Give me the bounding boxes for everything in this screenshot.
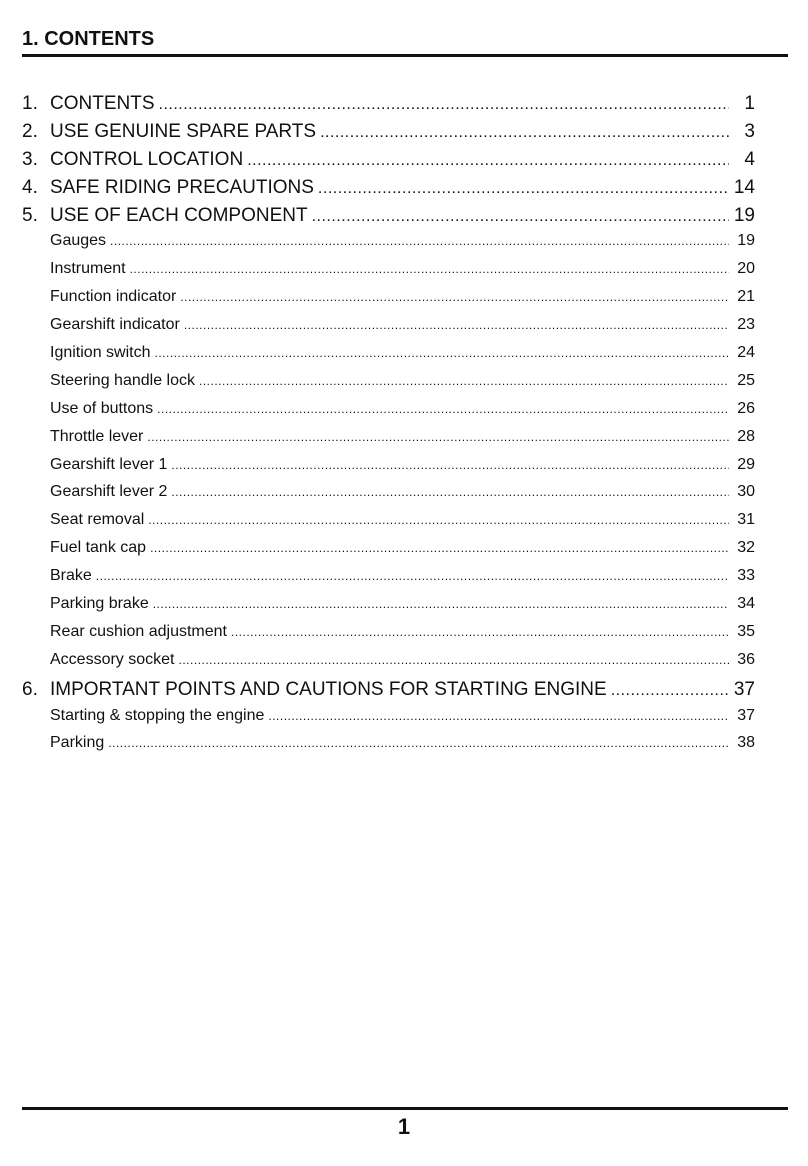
toc-dot-leader: [247, 152, 729, 170]
toc-entry-page: 19: [733, 204, 755, 226]
toc-entry-page: 20: [737, 260, 755, 278]
toc-dot-leader: [96, 569, 729, 583]
toc-subsection-entry: [22, 567, 755, 595]
toc-dot-leader: [268, 709, 729, 723]
toc-entry-page: 19: [737, 232, 755, 250]
table-of-contents: [22, 93, 755, 762]
toc-entry-label: USE GENUINE SPARE PARTS: [50, 120, 317, 142]
toc-dot-leader: [157, 402, 729, 416]
toc-dot-leader: [320, 124, 729, 142]
toc-entry-page: 36: [737, 650, 755, 668]
toc-entry-label: Parking brake: [50, 595, 149, 613]
toc-entry-page: 33: [737, 567, 755, 585]
toc-entry-number: 5.: [22, 204, 38, 226]
toc-section-entry: [22, 177, 755, 205]
toc-entry-page: 31: [737, 511, 755, 529]
toc-entry-label: Function indicator: [50, 288, 177, 306]
toc-dot-leader: [318, 180, 729, 198]
page-title: 1. CONTENTS: [22, 28, 155, 50]
toc-entry-page: 14: [733, 176, 755, 198]
page-number: 1: [397, 1114, 411, 1139]
toc-entry-label: Brake: [50, 567, 92, 585]
toc-entry-number: 6.: [22, 678, 38, 700]
toc-entry-label: Starting & stopping the engine: [50, 706, 265, 724]
toc-subsection-entry: [22, 539, 755, 567]
toc-subsection-entry: [22, 651, 755, 679]
toc-entry-label: Gearshift lever 2: [50, 483, 168, 501]
toc-subsection-entry: [22, 428, 755, 456]
toc-entry-label: Use of buttons: [50, 399, 154, 417]
toc-entry-page: 37: [737, 706, 755, 724]
toc-dot-leader: [108, 736, 729, 750]
toc-subsection-entry: [22, 344, 755, 372]
toc-entry-label: Parking: [50, 734, 105, 752]
toc-section-entry: [22, 93, 755, 121]
toc-subsection-entry: [22, 623, 755, 651]
footer-rule: [22, 1107, 788, 1110]
toc-dot-leader: [147, 430, 729, 444]
toc-entry-page: 25: [737, 371, 755, 389]
toc-entry-page: 3: [744, 120, 755, 142]
toc-entry-page: 32: [737, 539, 755, 557]
page-header: [22, 27, 788, 51]
toc-entry-number: 1.: [22, 93, 38, 114]
toc-subsection-entry: [22, 288, 755, 316]
toc-entry-label: Gearshift lever 1: [50, 455, 168, 473]
toc-dot-leader: [148, 513, 729, 527]
toc-entry-label: CONTROL LOCATION: [50, 148, 244, 170]
toc-dot-leader: [110, 234, 729, 248]
toc-subsection-entry: [22, 734, 755, 762]
toc-section-entry: [22, 679, 755, 707]
toc-entry-label: CONTENTS: [50, 93, 155, 114]
toc-subsection-entry: [22, 595, 755, 623]
toc-entry-label: Fuel tank cap: [50, 539, 147, 557]
toc-dot-leader: [611, 682, 729, 700]
toc-entry-page: 37: [733, 678, 755, 700]
toc-entry-label: Seat removal: [50, 511, 145, 529]
header-rule: [22, 54, 788, 57]
toc-subsection-entry: [22, 483, 755, 511]
toc-entry-page: 4: [744, 148, 755, 170]
toc-entry-label: SAFE RIDING PRECAUTIONS: [50, 176, 314, 198]
toc-entry-page: 26: [737, 399, 755, 417]
toc-dot-leader: [199, 374, 729, 388]
toc-entry-label: Rear cushion adjustment: [50, 622, 227, 640]
toc-subsection-entry: [22, 232, 755, 260]
toc-subsection-entry: [22, 372, 755, 400]
toc-subsection-entry: [22, 260, 755, 288]
toc-dot-leader: [153, 597, 729, 611]
toc-dot-leader: [178, 653, 729, 667]
toc-subsection-entry: [22, 316, 755, 344]
toc-dot-leader: [171, 458, 729, 472]
toc-subsection-entry: [22, 456, 755, 484]
toc-entry-label: Gearshift indicator: [50, 316, 180, 334]
toc-section-entry: [22, 205, 755, 233]
toc-subsection-entry: [22, 400, 755, 428]
toc-entry-page: 1: [744, 93, 755, 114]
toc-dot-leader: [159, 96, 730, 114]
toc-entry-label: IMPORTANT POINTS AND CAUTIONS FOR STARTING ENGINE: [50, 678, 607, 700]
toc-entry-page: 34: [737, 595, 755, 613]
toc-dot-leader: [171, 485, 729, 499]
toc-dot-leader: [184, 318, 729, 332]
toc-entry-label: Ignition switch: [50, 344, 151, 362]
toc-entry-label: Steering handle lock: [50, 371, 195, 389]
toc-subsection-entry: [22, 707, 755, 735]
toc-entry-label: USE OF EACH COMPONENT: [50, 204, 308, 226]
toc-entry-number: 2.: [22, 120, 38, 142]
toc-entry-label: Accessory socket: [50, 650, 175, 668]
toc-dot-leader: [312, 208, 729, 226]
toc-entry-number: 4.: [22, 176, 38, 198]
toc-dot-leader: [180, 290, 729, 304]
toc-entry-page: 24: [737, 344, 755, 362]
toc-dot-leader: [155, 346, 730, 360]
toc-entry-page: 29: [737, 455, 755, 473]
toc-section-entry: [22, 149, 755, 177]
toc-entry-number: 3.: [22, 148, 38, 170]
toc-section-entry: [22, 121, 755, 149]
toc-entry-page: 28: [737, 427, 755, 445]
toc-entry-page: 35: [737, 622, 755, 640]
toc-entry-page: 30: [737, 483, 755, 501]
toc-entry-page: 38: [737, 734, 755, 752]
toc-entry-page: 23: [737, 316, 755, 334]
toc-entry-label: Gauges: [50, 232, 107, 250]
toc-dot-leader: [150, 541, 729, 555]
toc-dot-leader: [130, 262, 729, 276]
toc-entry-label: Throttle lever: [50, 427, 144, 445]
toc-entry-page: 21: [737, 288, 755, 306]
toc-subsection-entry: [22, 511, 755, 539]
toc-dot-leader: [231, 625, 729, 639]
toc-entry-label: Instrument: [50, 260, 126, 278]
